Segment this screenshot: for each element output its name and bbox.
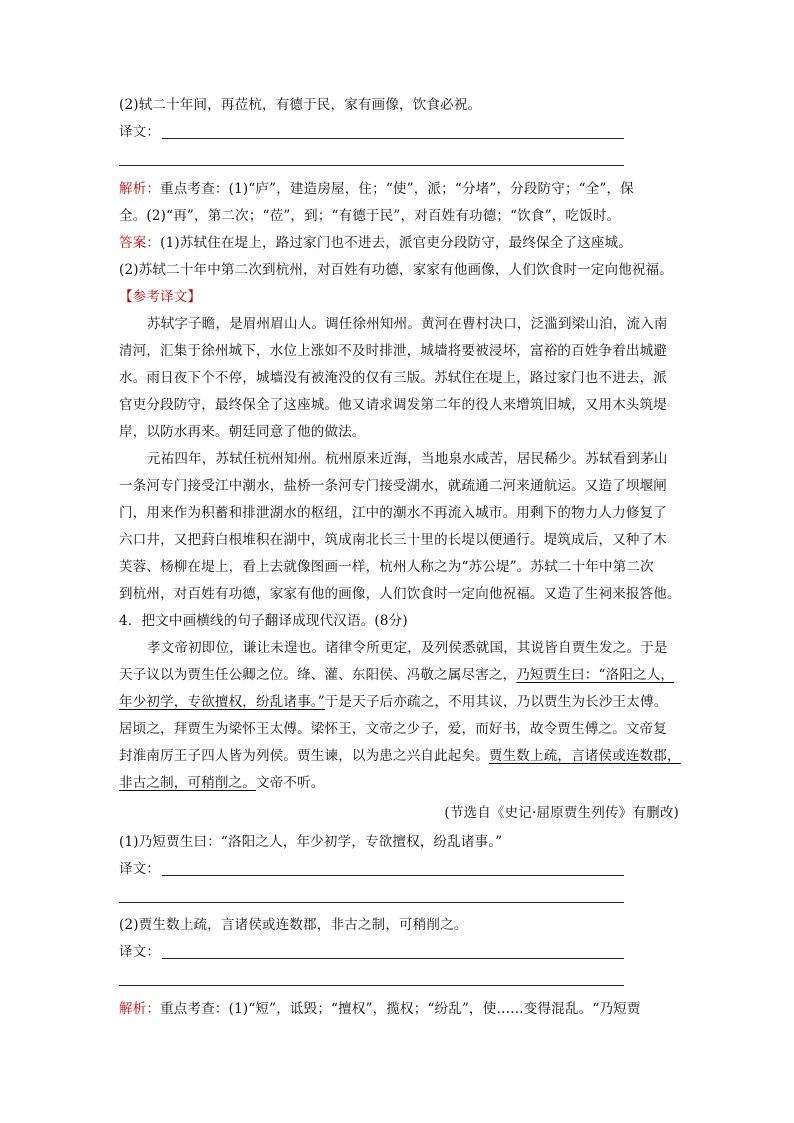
q4-analysis-line1: 解析：重点考查：(1)“短”，诋毁；“擅权”，揽权；“纷乱”，使……变得混乱。“乃短贾 xyxy=(119,1001,641,1017)
reference-line: 水。雨日夜下个不停，城墙没有被淹没的仅有三版。苏轼住在堤上，路过家门也不进去，派 xyxy=(119,370,667,386)
underlined-sentence: 非古之制，可稍削之。 xyxy=(119,775,256,791)
reference-line: 清河，汇集于徐州城下，水位上涨如不及时排泄，城墙将要被浸坏，富裕的百姓争着出城避 xyxy=(119,343,667,359)
passage-line: 非古之制，可稍削之。文帝不听。 xyxy=(119,775,325,791)
answer-line xyxy=(119,985,624,986)
answer-line xyxy=(119,165,624,166)
q3-answer-line1: 答案：(1)苏轼住在堤上，路过家门也不进去，派官吏分段防守，最终保全了这座城。 xyxy=(119,235,632,251)
q3-sub2-answer-label: 译文： xyxy=(119,124,161,140)
passage-line: 年少初学，专欲擅权，纷乱诸事。”于是天子后亦疏之，不用其议，乃以贾生为长沙王太傅。 xyxy=(119,694,668,710)
passage-line: 天子议以为贾生任公卿之位。绛、灌、东阳侯、冯敬之属尽害之，乃短贾生曰：“洛阳之人， xyxy=(119,667,675,683)
reference-line: 一条河专门接受江中潮水，盐桥一条河专门接受湖水，就疏通二河来通航运。又造了坝堰闸 xyxy=(119,478,667,494)
passage-source: (节选自《史记·屈原贾生列传》有删改) xyxy=(444,805,679,821)
passage-line: 居顷之，拜贾生为梁怀王太傅。梁怀王，文帝之少子，爱，而好书，故令贾生傅之。文帝复 xyxy=(119,721,667,737)
reference-line: 元祐四年，苏轼任杭州知州。杭州原来近海，当地泉水咸苦，居民稀少。苏轼看到茅山 xyxy=(147,451,668,467)
reference-line: 苏轼字子瞻，是眉州眉山人。调任徐州知州。黄河在曹村决口，泛滥到梁山泊，流入南 xyxy=(147,316,668,332)
q4-sub1-prompt: (1)乃短贾生曰：“洛阳之人，年少初学，专欲擅权，纷乱诸事。” xyxy=(119,834,503,850)
reference-heading: 【参考译文】 xyxy=(119,289,202,305)
underlined-sentence: 乃短贾生曰：“洛阳之人， xyxy=(516,667,675,683)
analysis-label: 解析： xyxy=(119,1001,161,1017)
answer-label: 答案： xyxy=(119,235,161,251)
passage-line: 封淮南厉王子四人皆为列侯。贾生谏，以为患之兴自此起矣。贾生数上疏，言诸侯或连数郡， xyxy=(119,748,681,764)
q4-sub1-answer-label: 译文： xyxy=(119,861,161,877)
underlined-sentence: 年少初学，专欲擅权，纷乱诸事。” xyxy=(119,694,325,710)
q3-sub2-prompt: (2)轼二十年间，再莅杭，有德于民，家有画像，饮食必祝。 xyxy=(119,97,482,113)
reference-line: 六口井，又把葑白根堆积在湖中，筑成南北长三十里的长堤以便通行。堤筑成后，又种了木 xyxy=(119,532,667,548)
q4-sub2-answer-label: 译文： xyxy=(119,944,161,960)
reference-line: 官吏分段防守，最终保全了这座城。他又请求调发第二年的役人来增筑旧城，又用木头筑堤 xyxy=(119,397,667,413)
reference-line: 门，用来作为积蓄和排泄湖水的枢纽，江中的潮水不再流入城市。用剩下的物力人力修复了 xyxy=(119,505,667,521)
reference-line: 到杭州，对百姓有功德，家家有他的画像，人们饮食时一定向他祝福。又造了生祠来报答他。 xyxy=(119,586,681,602)
answer-line xyxy=(162,958,624,959)
q3-analysis-line1: 解析：重点考查：(1)“庐”，建造房屋，住；“使”，派；“分堵”，分段防守；“全”，保 xyxy=(119,181,634,197)
q3-answer-line2: (2)苏轼二十年中第二次到杭州，对百姓有功德，家家有他画像，人们饮食时一定向他祝福。 xyxy=(119,262,674,278)
answer-line xyxy=(119,902,624,903)
q4-title: 4．把文中画横线的句子翻译成现代汉语。(8分) xyxy=(119,613,408,629)
analysis-label: 解析： xyxy=(119,181,161,197)
reference-line: 岸，以防水再来。朝廷同意了他的做法。 xyxy=(119,424,366,440)
answer-line xyxy=(162,138,624,139)
reference-line: 芙蓉、杨柳在堤上，看上去就像图画一样，杭州人称之为“苏公堤”。苏轼二十年中第二次 xyxy=(119,559,654,575)
answer-line xyxy=(162,875,624,876)
passage-line: 孝文帝初即位，谦让未遑也。诸律令所更定，及列侯悉就国，其说皆自贾生发之。于是 xyxy=(147,640,668,656)
q3-analysis-line2: 全。(2)“再”，第二次；“莅”，到；“有德于民”，对百姓有功德；“饮食”，吃饭时。 xyxy=(119,208,621,224)
q4-sub2-prompt: (2)贾生数上疏，言诸侯或连数郡，非古之制，可稍削之。 xyxy=(119,917,468,933)
underlined-sentence: 贾生数上疏，言诸侯或连数郡， xyxy=(488,748,681,764)
